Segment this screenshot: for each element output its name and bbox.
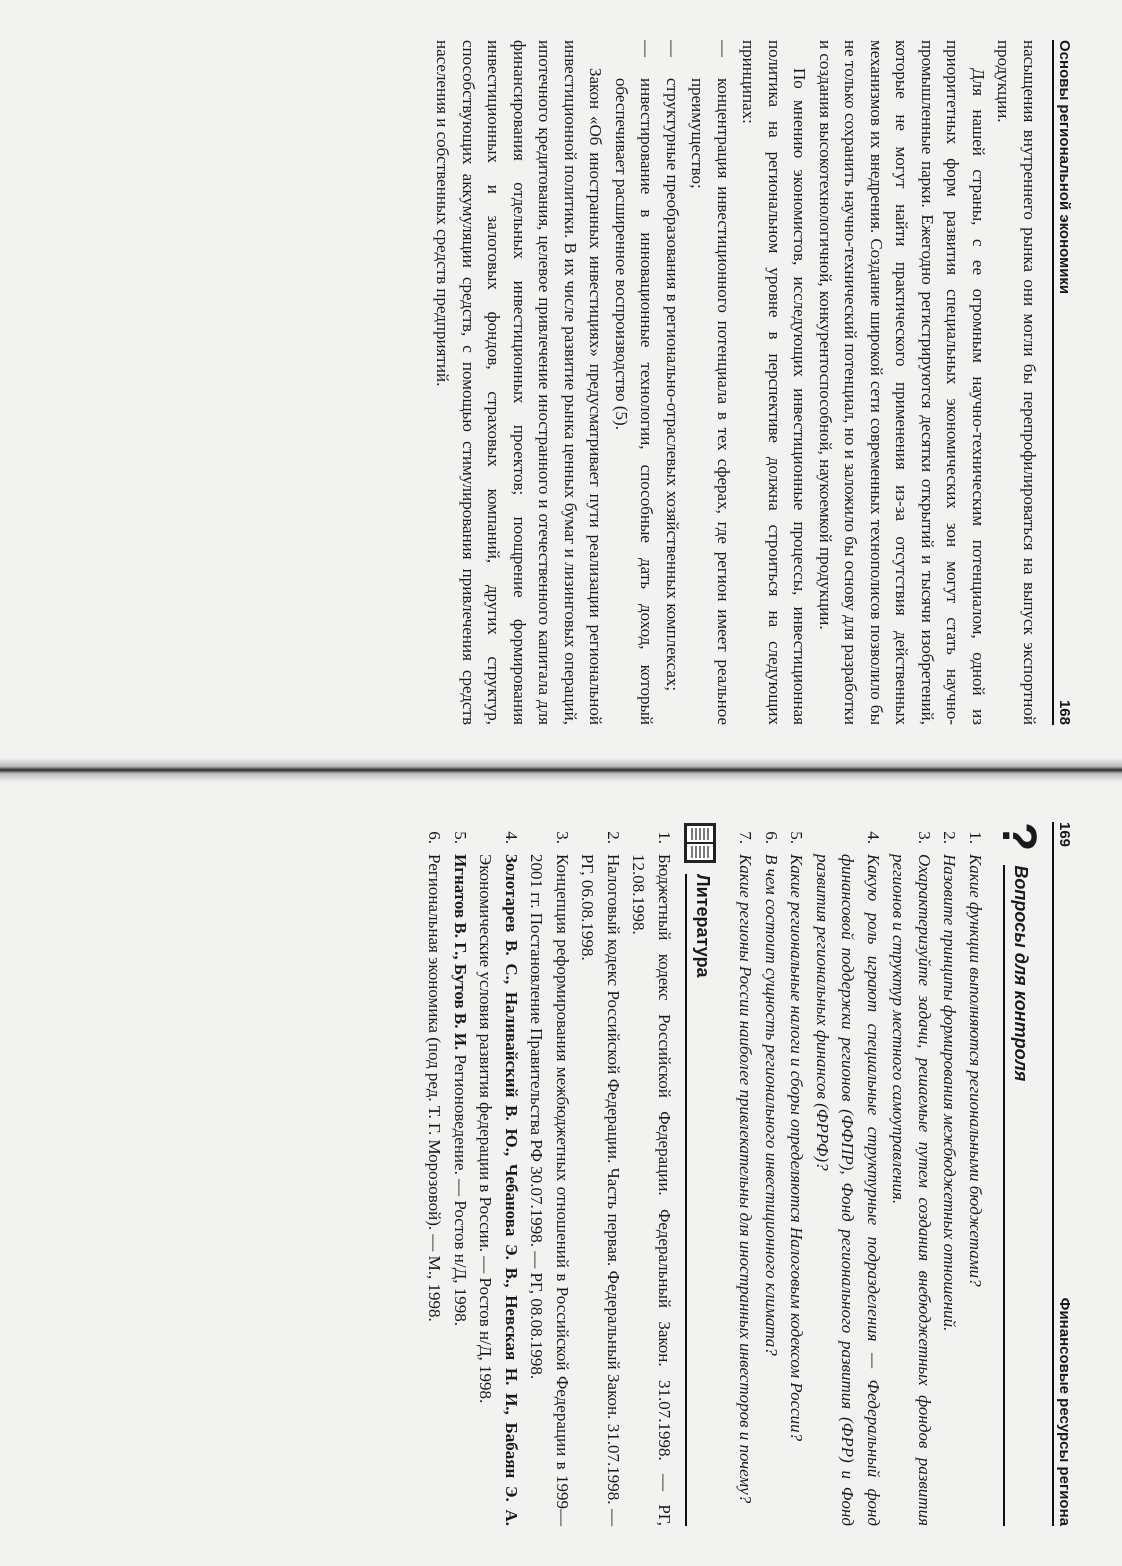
right-page	[0, 782, 1122, 1566]
questions-heading	[992, 822, 1045, 1526]
principles-list	[609, 40, 737, 725]
list-item: 2. Назовите принципы формирования межбюджетных отношений.	[940, 831, 960, 1332]
right-running-header	[1052, 822, 1082, 1526]
list-item: — концентрация инвестиционного потенциала в тех сферах, где регион имеет реальное преимущество;	[685, 40, 736, 725]
left-page-number: 168	[1056, 699, 1073, 725]
left-page-body	[430, 40, 1042, 725]
list-item: — структурные преобразования в регионально-отраслевых хозяйственных комплексах;	[660, 40, 686, 725]
questions-list	[733, 822, 988, 1526]
right-running-title: Финансовые ресурсы региона	[1056, 1297, 1073, 1526]
paragraph: Закон «Об иностранных инвестициях» предусматривает пути реализации региональной инвестиционной политики. В их числе развитие рынка ценных бумаг и лизинговых операций, ипотечного кредитования, целевое привлечение иностранного и отечественного капитала для финансирования отдельных инвестиционных проектов; поощрение формирования инвестиционных и залоговых фондов, страховых компаний, других структур, способствующих аккумуляции средств, с помощью стимулирования привлечения средств населения и собственных средств предприятий.	[433, 40, 606, 725]
right-page-number: 169	[1056, 822, 1073, 848]
left-page	[0, 0, 1122, 765]
list-item: 4. Какую роль играют специальные структурные подразделения — Федеральный фонд финансовой поддержки регионов (ФФПР), Фонд регионального развития (ФРР) и Фонд развития региональных финансов (ФРРФ)?	[813, 831, 883, 1526]
list-item: 3. Концепция реформирования межбюджетных отношений в Российской Федерации в 1999—2001 гг. Постановление Правительства РФ 30.07.1998. — РГ, 08.08.1998.	[527, 831, 572, 1526]
literature-title: Литература	[685, 874, 716, 1526]
list-item: 4. Золотарев В. С., Наливайский В. Ю., Чебанова Э. В., Невская Н. И., Бабаян Э. А. Экономические условия развития федерации в России. — Ростов н/Д, 1998.	[476, 831, 521, 1526]
paragraph: Для нашей страны, с ее огромным научно-техническим потенциалом, одной из приоритетных форм развития специальных экономических зон могут стать научно-промышленные парки. Ежегодно регистрируются десятки открытий и тысячи изобретений, которые не могут найти практического применения из-за отсутствия действенных механизмов их внедрения. Создание широкой сети современных технополисов позволило бы не только сохранить научно-технический потенциал, но и заложило бы основу для разработки и создания высокотехнологичной, конкурентоспособной, наукоемкой продукции.	[816, 40, 988, 725]
list-item: 1. Бюджетный кодекс Российской Федерации. Федеральный Закон. 31.07.1998. — РГ, 12.08.1998.	[629, 831, 674, 1526]
questions-title: Вопросы для контроля	[1003, 865, 1034, 1526]
list-item: 7. Какие регионы России наиболее привлекательны для иностранных инвесторов и почему?	[736, 831, 756, 1504]
list-item: 3. Охарактеризуйте задачи, решаемые путем создания внебюджетных фондов развития регионов и структур местного самоуправления.	[889, 831, 934, 1526]
list-item: — инвестирование в инновационные технологии, способные дать доход, который обеспечивает расширенное воспроизводство (5).	[609, 40, 660, 725]
literature-heading	[683, 822, 717, 1526]
literature-list	[422, 822, 677, 1526]
right-page-body	[422, 822, 1045, 1526]
paragraph: насыщения внутреннего рынка они могли бы перепрофилироваться на выпуск экспортной продукции.	[994, 40, 1039, 725]
left-running-title: Основы региональной экономики	[1056, 40, 1073, 295]
paragraph: По мнению экономистов, исследующих инвестиционные процессы, инвестиционная политика на региональном уровне в перспективе должна строиться на следующих принципах:	[739, 40, 810, 725]
left-running-header	[1052, 40, 1082, 725]
list-item: 5. Какие региональные налоги и сборы определяются Налоговым кодексом России?	[787, 831, 807, 1442]
list-item: 1. Какие функции выполняются региональными бюджетами?	[966, 831, 985, 1287]
list-item: 6. В чем состоит сущность регионального инвестиционного климата?	[762, 831, 781, 1356]
list-item: 2. Налоговый кодекс Российской Федерации. Часть первая. Федеральный Закон. 31.07.1998. — РГ, 06.08.1998.	[578, 831, 623, 1526]
question-mark-icon: ?	[992, 822, 1045, 852]
book-icon	[683, 822, 717, 864]
list-item: 5. Игнатов В. Г., Бутов В. И. Регионоведение. — Ростов н/Д, 1998.	[451, 831, 470, 1326]
list-item: 6. Региональная экономика (под ред. Т. Г. Морозовой). — М., 1998.	[425, 831, 445, 1322]
